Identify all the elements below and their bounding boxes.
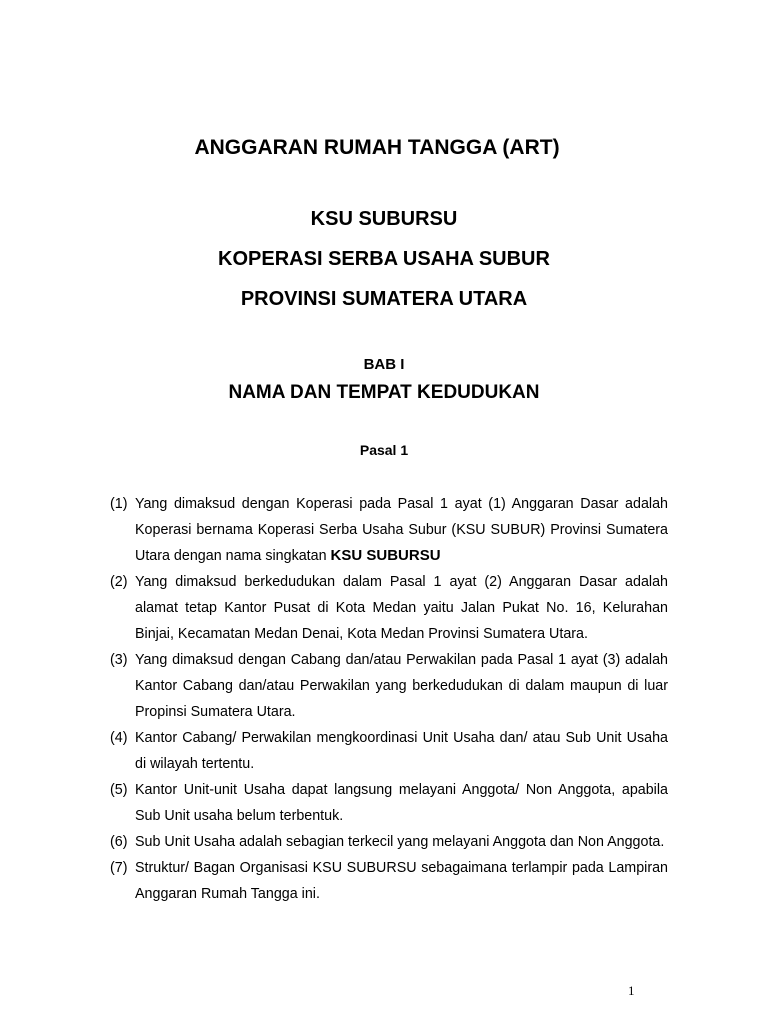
clause-item <box>110 725 668 777</box>
clause-item <box>110 777 668 829</box>
clause-body: Yang dimaksud dengan Koperasi pada Pasal 1 ayat (1) Anggaran Dasar adalah Koperasi bernama Koperasi Serba Usaha Subur (KSU SUBUR) Provinsi Sumatera Utara dengan nama singkatan <box>135 496 668 564</box>
clause-text: Sub Unit Usaha adalah sebagian terkecil yang melayani Anggota dan Non Anggota. <box>135 834 665 850</box>
clause-item <box>110 569 668 647</box>
clause-item <box>110 491 668 569</box>
clause-number: (3) <box>110 652 128 668</box>
clause-text: Kantor Unit-unit Usaha dapat langsung melayani Anggota/ Non Anggota, apabila Sub Unit usaha belum terbentuk. <box>135 782 668 824</box>
clause-number: (4) <box>110 730 128 746</box>
clause-number: (7) <box>110 860 128 876</box>
clause-text <box>135 491 668 569</box>
article-heading: Pasal 1 <box>359 442 409 458</box>
clause-emphasis: KSU SUBURSU <box>330 547 441 564</box>
clause-text: Yang dimaksud dengan Cabang dan/atau Perwakilan pada Pasal 1 ayat (3) adalah Kantor Cabang dan/atau Perwakilan yang berkedudukan di dalam maupun di luar Propinsi Sumatera Utara. <box>135 652 668 720</box>
chapter-number: BAB I <box>363 356 405 373</box>
document-title: ANGGARAN RUMAH TANGGA (ART) <box>194 136 560 159</box>
page-number: 1 <box>628 983 635 998</box>
clause-item <box>110 829 668 855</box>
clause-number: (6) <box>110 834 128 850</box>
clause-number: (2) <box>110 574 128 590</box>
clause-number: (5) <box>110 782 128 798</box>
clause-number: (1) <box>110 496 128 512</box>
chapter-title: NAMA DAN TEMPAT KEDUDUKAN <box>228 382 540 403</box>
clause-list <box>110 491 668 907</box>
organization-full-name: KOPERASI SERBA USAHA SUBUR <box>218 248 550 270</box>
clause-text: Struktur/ Bagan Organisasi KSU SUBURSU sebagaimana terlampir pada Lampiran Anggaran Rumah Tangga ini. <box>135 860 668 902</box>
clause-item <box>110 855 668 907</box>
organization-province: PROVINSI SUMATERA UTARA <box>240 288 528 310</box>
clause-text: Yang dimaksud berkedudukan dalam Pasal 1 ayat (2) Anggaran Dasar adalah alamat tetap Kantor Pusat di Kota Medan yaitu Jalan Pukat No. 16, Kelurahan Binjai, Kecamatan Medan Denai, Kota Medan Provinsi Sumatera Utara. <box>135 574 668 642</box>
clause-text: Kantor Cabang/ Perwakilan mengkoordinasi Unit Usaha dan/ atau Sub Unit Usaha di wilayah tertentu. <box>135 730 668 772</box>
organization-short-name: KSU SUBURSU <box>310 208 458 230</box>
clause-item <box>110 647 668 725</box>
